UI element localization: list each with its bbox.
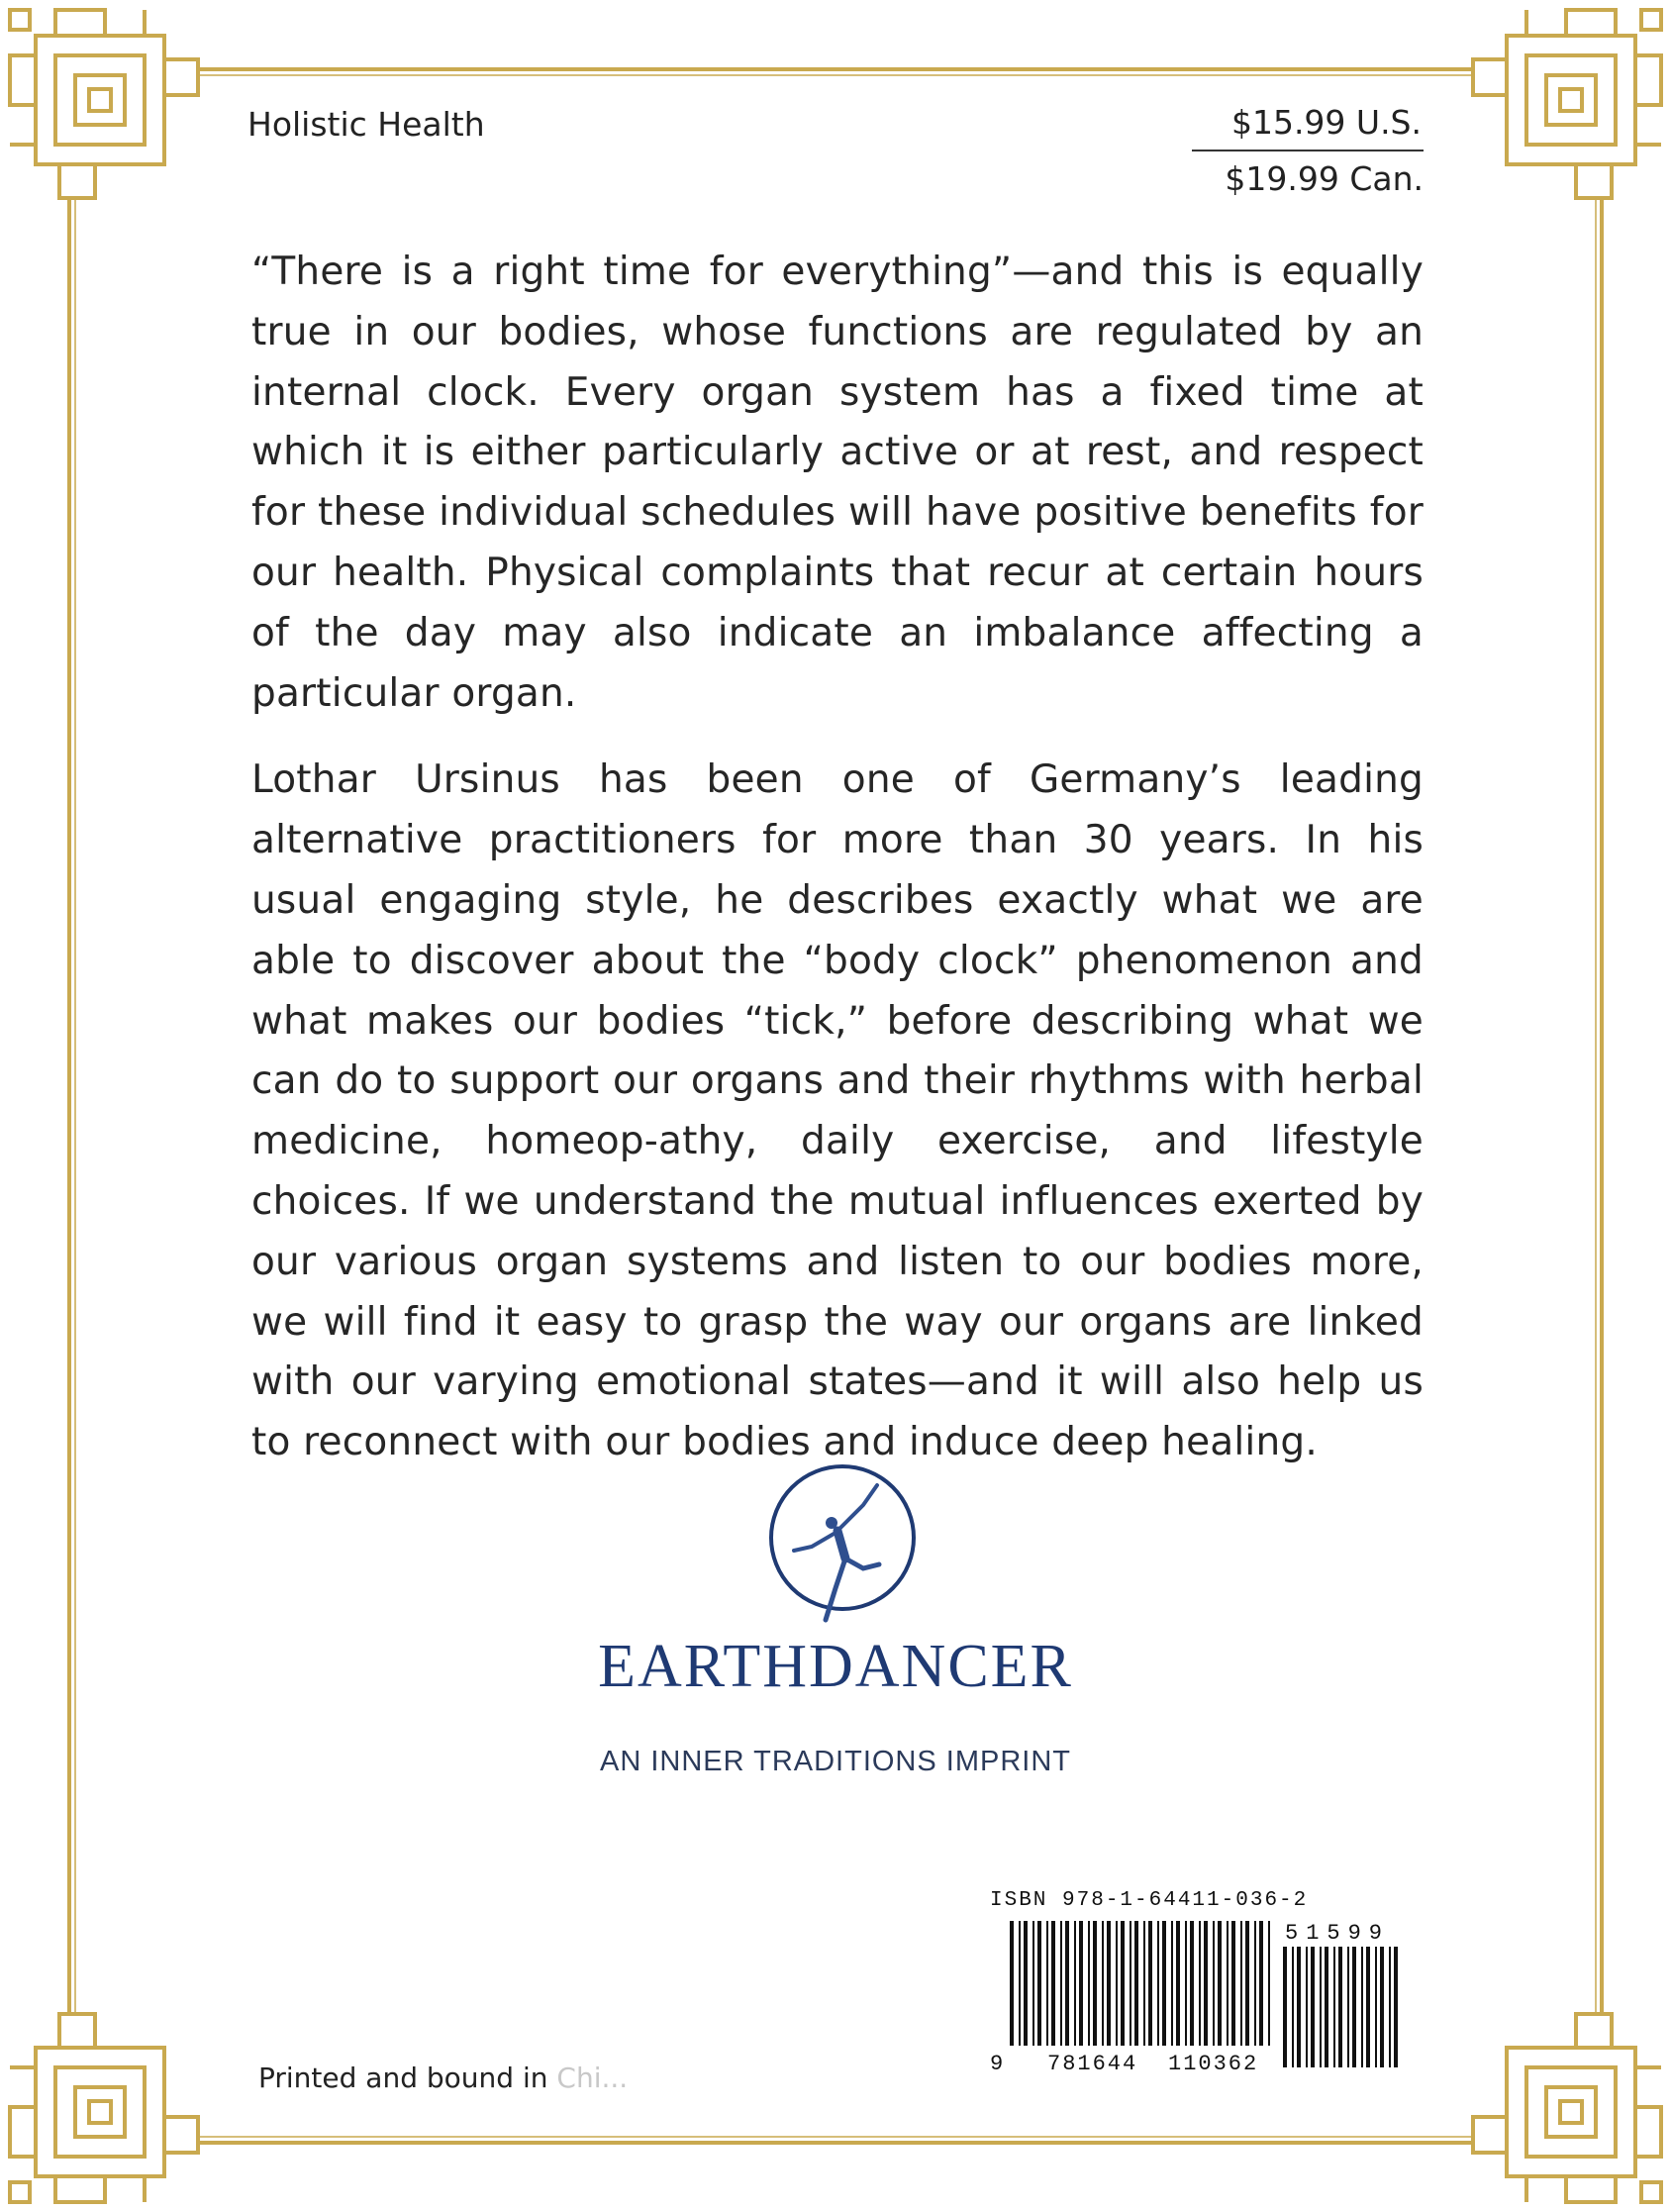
barcode-bar [1079, 1921, 1083, 2046]
barcode-bar [1130, 1921, 1131, 2046]
barcode-bar [1074, 1921, 1076, 2046]
barcode-bar [1268, 1921, 1270, 2046]
barcode-bar [1218, 1921, 1222, 2046]
barcode-bar [1306, 1947, 1308, 2067]
barcode-bar [1389, 1947, 1391, 2067]
barcode-bar [1162, 1921, 1166, 2046]
barcode-bar [1157, 1921, 1159, 2046]
barcode-bar [1037, 1921, 1041, 2046]
barcode-bar [1361, 1947, 1363, 2067]
barcode-bar [1148, 1921, 1152, 2046]
barcode-addon-bars [1283, 1947, 1398, 2067]
barcode-bar [1093, 1921, 1097, 2046]
barcode-bar [1231, 1921, 1235, 2046]
barcode-bar [1199, 1921, 1201, 2046]
corner-knot-top-right [1473, 10, 1661, 198]
barcode-left-digits: 781644 [1047, 2052, 1138, 2071]
barcode-bar [1024, 1921, 1028, 2046]
publisher-imprint: AN INNER TRADITIONS IMPRINT [600, 1746, 1071, 1777]
barcode-bar [1297, 1947, 1301, 2067]
barcode-bar [1283, 1947, 1287, 2067]
barcode-bar [1185, 1921, 1187, 2046]
barcode-bar [1213, 1921, 1215, 2046]
barcode-bar [1240, 1921, 1242, 2046]
description-paragraph-2: Lothar Ursinus has been one of Germany’s leading alternative practitioners for more than 30 years. In his usual engaging style, he describes exactly what we are able to discover about the “body clock” phenomenon and what makes our bodies “tick,” before describing what we can do to support our organs and their rhythms with herbal medicine, homeop-athy, daily exercise, and lifestyle choices. If we understand the mutual influences exerted by our various organ systems and listen to our bodies more, we will find it easy to grasp the way our organs are linked with our varying emotional states—and it will also help us to reconnect with our bodies and induce deep healing. [251, 757, 1424, 1465]
barcode-bar [1347, 1947, 1349, 2067]
barcode-bar [1375, 1947, 1377, 2067]
barcode-bar [1380, 1947, 1384, 2067]
barcode-bar [1171, 1921, 1173, 2046]
price-block [1192, 103, 1424, 198]
printed-in-label [258, 2061, 628, 2094]
barcode-bar [1366, 1947, 1370, 2067]
barcode-bar [1116, 1921, 1118, 2046]
barcode-bar [1051, 1921, 1055, 2046]
price-can: $19.99 Can. [1225, 159, 1424, 198]
barcode [986, 1921, 1402, 2071]
barcode-bar [1121, 1921, 1125, 2046]
barcode-bar [1134, 1921, 1138, 2046]
barcode-bar [1046, 1921, 1048, 2046]
description-paragraph-1: “There is a right time for everything”—and this is equally true in our bodies, whose functions are regulated by an internal clock. Every organ system has a fixed time at which it is either particularly active or at rest, and respect for these individual schedules will have positive benefits for our health. Physical complaints that recur at certain hours of the day may also indicate an imbalance affecting a particular organ. [251, 250, 1424, 716]
barcode-bar [1010, 1921, 1014, 2046]
barcode-bar [1254, 1921, 1256, 2046]
barcode-bar [1176, 1921, 1180, 2046]
barcode-bar [1019, 1921, 1021, 2046]
barcode-bar [1143, 1921, 1145, 2046]
barcode-bar [1311, 1947, 1315, 2067]
barcode-bar [1060, 1921, 1062, 2046]
barcode-bar [1292, 1947, 1294, 2067]
barcode-bar [1338, 1947, 1342, 2067]
corner-knot-top-left [10, 10, 198, 198]
printed-faded-text: Chi... [556, 2061, 629, 2094]
barcode-bar [1227, 1921, 1229, 2046]
corner-knot-bottom-right [1473, 2014, 1661, 2202]
barcode-bar [1107, 1921, 1111, 2046]
price-us: $15.99 U.S. [1192, 103, 1424, 151]
barcode-right-digits: 110362 [1168, 2052, 1259, 2071]
printed-text: Printed and bound in [258, 2061, 548, 2094]
barcode-price-code: 51599 [1285, 1921, 1391, 1946]
barcode-bar [1065, 1921, 1069, 2046]
barcode-bar [1245, 1921, 1249, 2046]
barcode-bar [1032, 1921, 1034, 2046]
category-label: Holistic Health [247, 105, 485, 144]
dancer-in-circle-icon [766, 1461, 919, 1632]
publisher-name: EARTHDANCER [598, 1633, 1073, 1700]
barcode-bar [1102, 1921, 1104, 2046]
isbn-label: ISBN 978-1-64411-036-2 [990, 1889, 1309, 1912]
barcode-bar [1190, 1921, 1194, 2046]
barcode-bar [1394, 1947, 1398, 2067]
barcode-bar [1259, 1921, 1263, 2046]
description [251, 243, 1424, 1500]
barcode-bar [1320, 1947, 1322, 2067]
barcode-bar [1325, 1947, 1328, 2067]
barcode-lead-digit: 9 [990, 2052, 1004, 2071]
barcode-bar [1204, 1921, 1208, 2046]
barcode-bars [1010, 1921, 1270, 2046]
barcode-bar [1088, 1921, 1090, 2046]
corner-knot-bottom-left [10, 2014, 198, 2202]
barcode-bar [1333, 1947, 1335, 2067]
barcode-bar [1352, 1947, 1356, 2067]
